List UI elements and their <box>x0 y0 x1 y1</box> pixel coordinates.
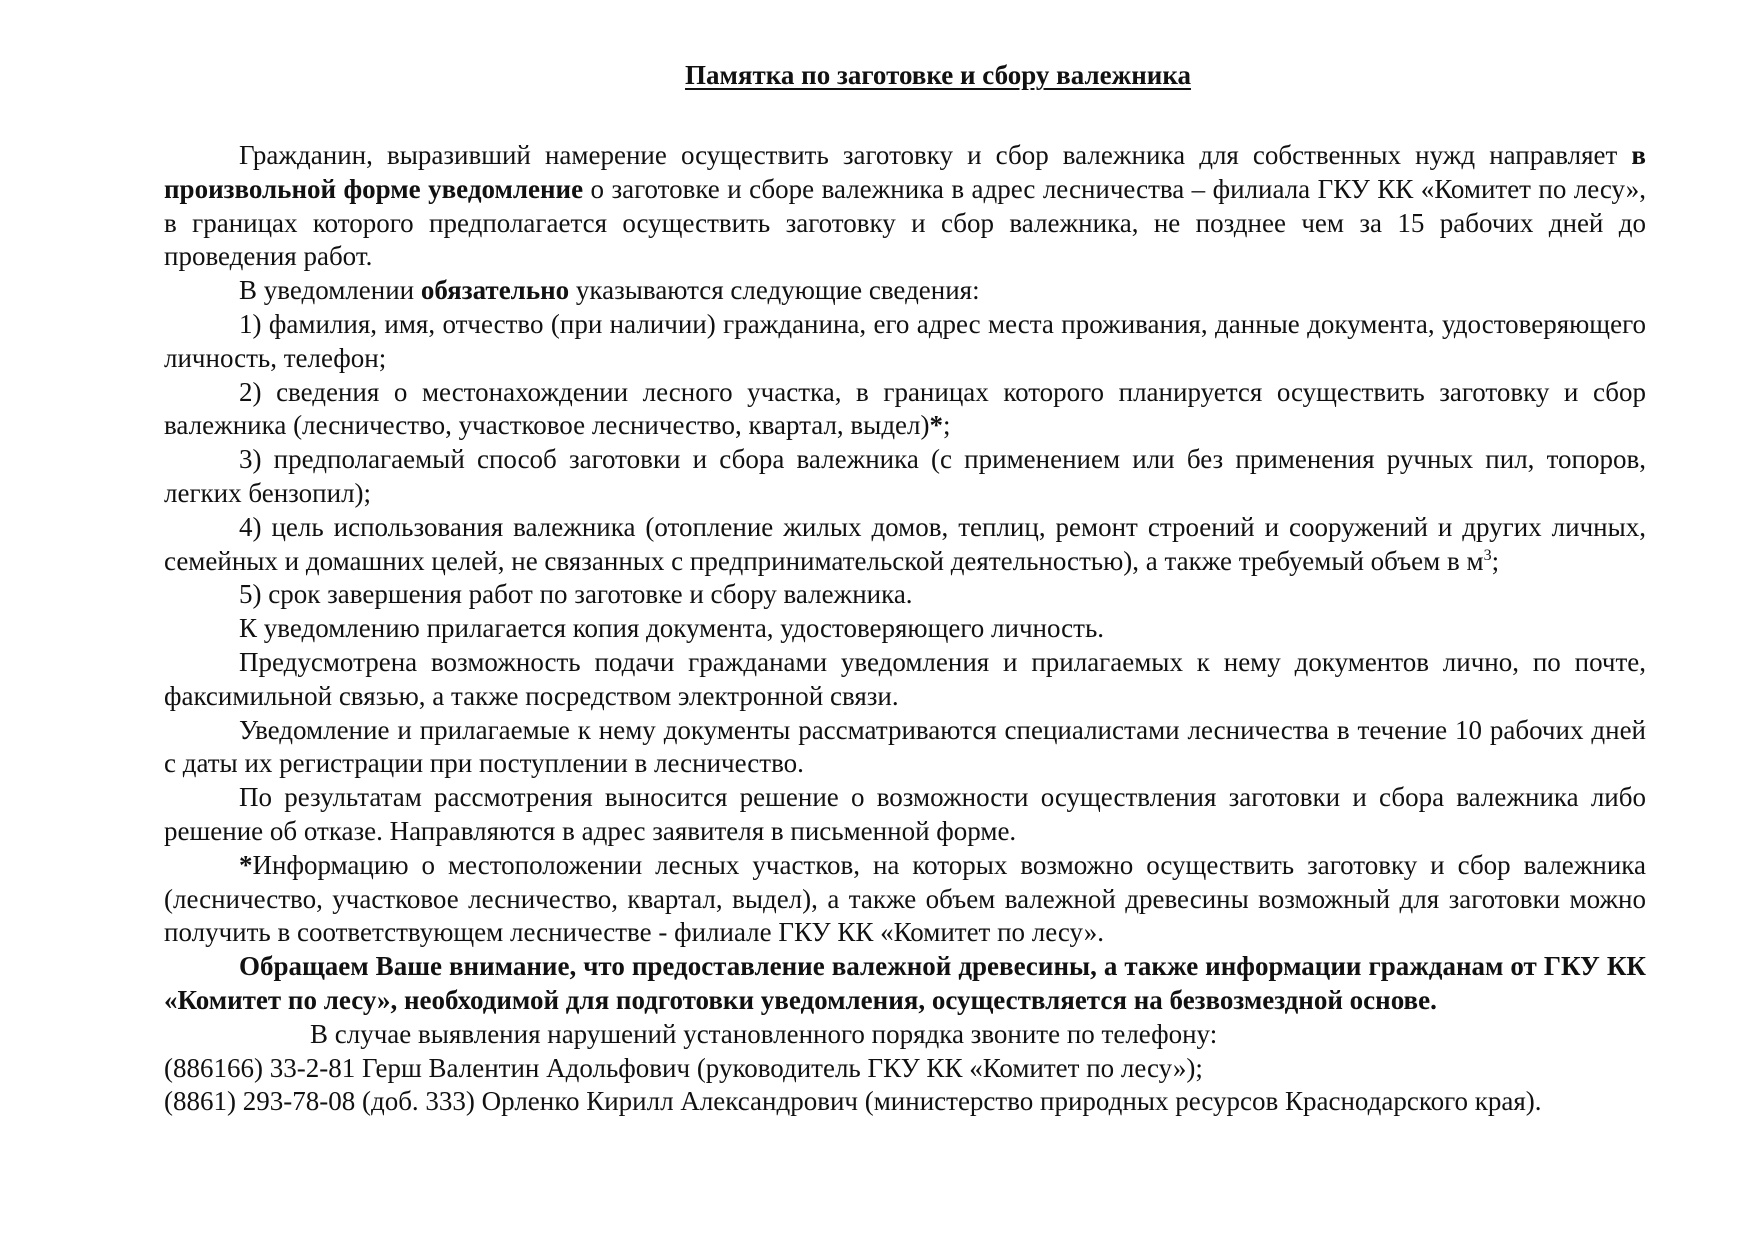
document-title-text: Памятка по заготовке и сбору валежника <box>685 60 1191 90</box>
footnote-paragraph <box>164 849 1646 950</box>
intro-text-2: о заготовке и сборе валежника в адрес лесничества – филиала ГКУ КК «Комитет по лесу», в границах которого предполагается осуществить заготовку и сбор валежника, не позднее чем за 15 рабочих дней до проведения работ. <box>164 173 1646 272</box>
cubic-superscript: 3 <box>1483 546 1492 564</box>
decision-paragraph: По результатам рассмотрения выносится решение о возможности осуществления заготовки и сбора валежника либо решение об отказе. Направляются в адрес заявителя в письменной форме. <box>164 782 1646 846</box>
intro-bold-text: в произвольной форме уведомление <box>164 140 1646 204</box>
submission-paragraph: Предусмотрена возможность подачи гражданами уведомления и прилагаемых к нему документов лично, по почте, факсимильной связью, а также посредством электронной связи. <box>164 646 1646 711</box>
list-item-2-text: 2) сведения о местонахождении лесного участка, в границах которого планируется осуществить заготовку и сбор валежника (лесничество, участковое лесничество, квартал, выдел) <box>164 376 1646 441</box>
list-item-4-text: 4) цель использования валежника (отопление жилых домов, теплиц, ремонт строений и сооружений и других личных, семейных и домашних целей, не связанных с предпринимательской деятельностью), а также требуемый объем в м <box>164 511 1646 576</box>
list-item-1: 1) фамилия, имя, отчество (при наличии) гражданина, его адрес места проживания, данные документа, удостоверяющего личность, телефон; <box>164 308 1646 373</box>
contacts-intro: В случае выявления нарушений установленного порядка звоните по телефону: <box>310 1018 1218 1049</box>
list-item-5: 5) срок завершения работ по заготовке и сбору валежника. <box>239 579 913 610</box>
required-text-1: В уведомлении <box>239 275 421 306</box>
intro-paragraph <box>164 139 1646 274</box>
contact-line-2: (8861) 293-78-08 (доб. 333) Орленко Кирилл Александрович (министерство природных ресурсов Краснодарского края). <box>164 1086 1542 1117</box>
footnote-paragraph-marker: * <box>239 849 253 880</box>
footnote-text: Информацию о местоположении лесных участков, на которых возможно осуществить заготовку и сбор валежника (лесничество, участковое лесничество, квартал, выдел), а также объем валежной древесины возможный для заготовки можно получить в соответствующем лесничестве - филиале ГКУ КК «Комитет по лесу». <box>164 849 1646 948</box>
required-paragraph <box>164 274 1646 308</box>
list-item-2-end: ; <box>943 410 951 441</box>
document-body <box>164 139 1646 1119</box>
list-item-4 <box>164 511 1646 579</box>
attachment-paragraph: К уведомлению прилагается копия документа, удостоверяющего личность. <box>239 613 1105 644</box>
review-paragraph: Уведомление и прилагаемые к нему документы рассматриваются специалистами лесничества в течение 10 рабочих дней с даты их регистрации при поступлении в лесничество. <box>164 714 1646 779</box>
notice-text-1: Обращаем Ваше внимание, что предоставление валежной древесины <box>239 951 1091 982</box>
intro-text-1: Гражданин, выразивший намерение осуществить заготовку и сбор валежника для собственных нужд направляет <box>239 140 1632 170</box>
required-bold-text: обязательно <box>420 275 570 306</box>
notice-text-2: , а также информации гражданам от ГКУ КК «Комитет по лесу», необходимой для подготовки уведомления, осуществляется на безвозмездной основе. <box>164 951 1646 1015</box>
footnote-marker: * <box>929 410 944 441</box>
list-item-3: 3) предполагаемый способ заготовки и сбора валежника (с применением или без применения ручных пил, топоров, легких бензопил); <box>164 444 1646 508</box>
required-text-2: указываются следующие сведения: <box>569 275 980 306</box>
notice-paragraph <box>164 950 1646 1018</box>
document-title <box>0 58 1754 92</box>
list-item-4-end: ; <box>1491 545 1500 576</box>
contact-line-1: (886166) 33-2-81 Герш Валентин Адольфович (руководитель ГКУ КК «Комитет по лесу»); <box>164 1052 1203 1083</box>
list-item-2 <box>164 376 1646 444</box>
